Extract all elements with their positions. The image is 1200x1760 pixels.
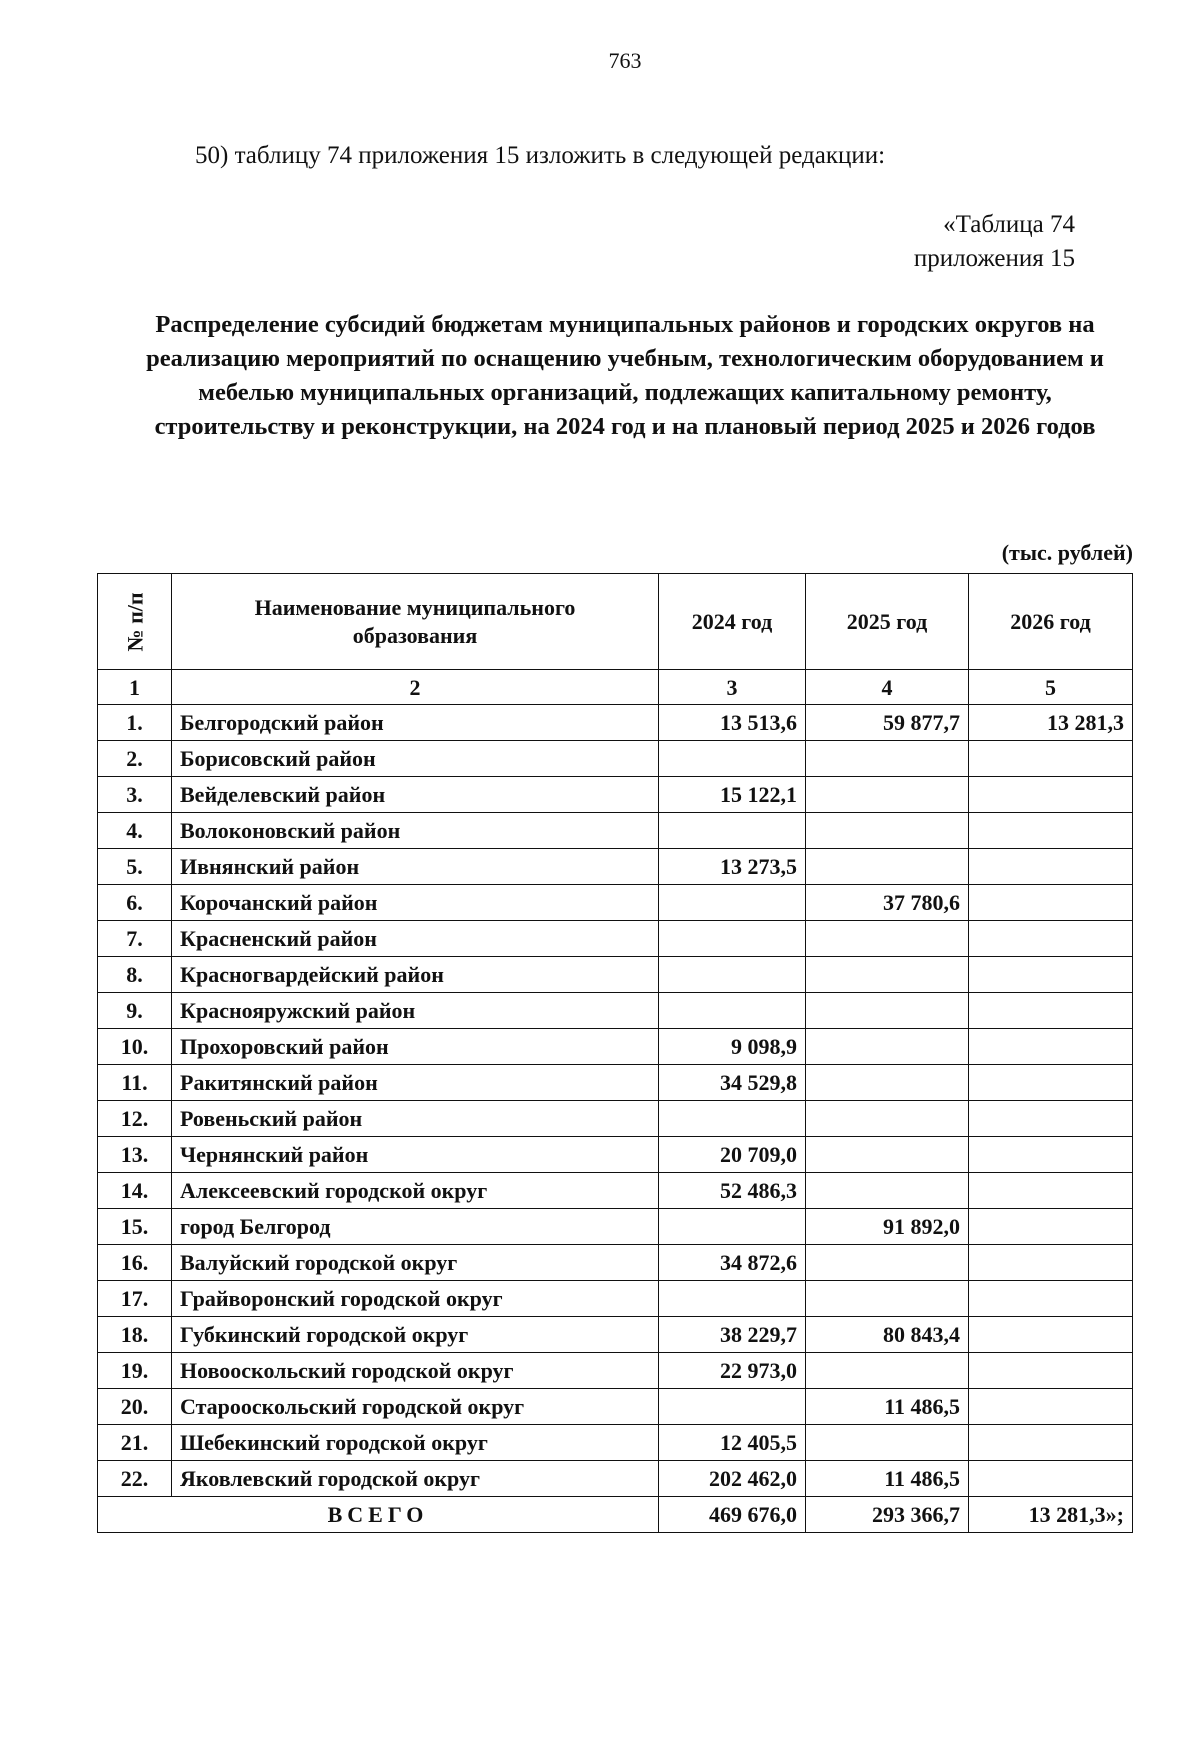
units-label: (тыс. рублей) [1001,540,1133,565]
column-index: 5 [969,670,1133,705]
value-2025: 91 892,0 [806,1209,969,1245]
value-2025: 80 843,4 [806,1317,969,1353]
value-2024 [659,1389,806,1425]
value-2024: 38 229,7 [659,1317,806,1353]
document-title: Распределение субсидий бюджетам муниципальных районов и городских округов на реализацию мероприятий по оснащению учебным, технологическим оборудованием и мебелью муниципальных организаций, подлежащих капитальному ремонту, строительству и реконструкции, на 2024 год и на плановый период 2025 и 2026 годов [146,311,1104,440]
row-number: 9. [98,993,172,1029]
value-2025 [806,849,969,885]
row-number: 20. [98,1389,172,1425]
row-number: 6. [98,885,172,921]
table-row [98,1461,1133,1497]
row-number: 15. [98,1209,172,1245]
municipality-name: Ровеньский район [172,1101,659,1137]
header-2026: 2026 год [969,574,1133,670]
value-2024 [659,741,806,777]
value-2025: 11 486,5 [806,1389,969,1425]
column-index: 3 [659,670,806,705]
value-2026 [969,1137,1133,1173]
value-2024: 13 273,5 [659,849,806,885]
municipality-name: Новооскольский городской округ [172,1353,659,1389]
table-row [98,1209,1133,1245]
row-number: 13. [98,1137,172,1173]
table-row [98,705,1133,741]
municipality-name: Борисовский район [172,741,659,777]
municipality-name: Старооскольский городской округ [172,1389,659,1425]
value-2024 [659,1101,806,1137]
column-index-row [98,670,1133,705]
table-row [98,1173,1133,1209]
total-row [98,1497,1133,1533]
table-row [98,1317,1133,1353]
row-number: 22. [98,1461,172,1497]
table-row [98,993,1133,1029]
value-2024 [659,813,806,849]
value-2025 [806,1281,969,1317]
value-2024: 12 405,5 [659,1425,806,1461]
value-2025 [806,777,969,813]
row-number: 16. [98,1245,172,1281]
total-2026: 13 281,3»; [969,1497,1133,1533]
value-2026 [969,1101,1133,1137]
value-2025: 59 877,7 [806,705,969,741]
value-2026 [969,993,1133,1029]
table-row [98,813,1133,849]
value-2026 [969,777,1133,813]
row-number: 7. [98,921,172,957]
value-2026 [969,957,1133,993]
value-2025 [806,1173,969,1209]
table-row [98,741,1133,777]
table-reference-line-1: «Таблица 74 [943,211,1075,238]
value-2026 [969,1029,1133,1065]
table-row [98,1389,1133,1425]
municipality-name: Ивнянский район [172,849,659,885]
value-2024 [659,1209,806,1245]
table-row [98,1065,1133,1101]
value-2024: 34 529,8 [659,1065,806,1101]
value-2026 [969,885,1133,921]
value-2025 [806,1029,969,1065]
row-number: 12. [98,1101,172,1137]
value-2026 [969,921,1133,957]
municipality-name: Шебекинский городской округ [172,1425,659,1461]
row-number: 11. [98,1065,172,1101]
table-reference-line-2: приложения 15 [913,245,1075,272]
value-2026 [969,1353,1133,1389]
value-2026 [969,741,1133,777]
table-row [98,1281,1133,1317]
value-2025: 11 486,5 [806,1461,969,1497]
value-2026 [969,1389,1133,1425]
row-number: 21. [98,1425,172,1461]
table-row [98,1137,1133,1173]
value-2025 [806,993,969,1029]
row-number: 10. [98,1029,172,1065]
row-number: 8. [98,957,172,993]
table-header-row [98,574,1133,670]
table-row [98,1425,1133,1461]
column-index: 4 [806,670,969,705]
header-2025: 2025 год [806,574,969,670]
intro-paragraph: 50) таблицу 74 приложения 15 изложить в следующей редакции: [195,142,886,169]
value-2024 [659,885,806,921]
header-number: № п/п [98,574,172,670]
table-row [98,1101,1133,1137]
value-2024: 34 872,6 [659,1245,806,1281]
municipality-name: Белгородский район [172,705,659,741]
value-2025 [806,741,969,777]
value-2024: 22 973,0 [659,1353,806,1389]
municipality-name: Чернянский район [172,1137,659,1173]
municipality-name: Волоконовский район [172,813,659,849]
value-2025 [806,1137,969,1173]
table-row [98,1029,1133,1065]
value-2026 [969,849,1133,885]
column-index: 1 [98,670,172,705]
subsidy-table [97,573,1133,1533]
value-2024 [659,921,806,957]
value-2024: 52 486,3 [659,1173,806,1209]
municipality-name: Алексеевский городской округ [172,1173,659,1209]
total-label: ВСЕГО [98,1497,659,1533]
municipality-name: Красненский район [172,921,659,957]
row-number: 4. [98,813,172,849]
table-row [98,957,1133,993]
table-row [98,1245,1133,1281]
value-2026 [969,1317,1133,1353]
column-index: 2 [172,670,659,705]
municipality-name: Красногвардейский район [172,957,659,993]
value-2025 [806,1245,969,1281]
value-2024 [659,1281,806,1317]
row-number: 3. [98,777,172,813]
row-number: 19. [98,1353,172,1389]
table-row [98,921,1133,957]
row-number: 17. [98,1281,172,1317]
municipality-name: Прохоровский район [172,1029,659,1065]
row-number: 1. [98,705,172,741]
header-2024: 2024 год [659,574,806,670]
value-2026 [969,1209,1133,1245]
municipality-name: Губкинский городской округ [172,1317,659,1353]
table-row [98,1353,1133,1389]
header-name: Наименование муниципального образования [172,574,659,670]
row-number: 5. [98,849,172,885]
value-2026: 13 281,3 [969,705,1133,741]
municipality-name: Краснояружский район [172,993,659,1029]
municipality-name: Вейделевский район [172,777,659,813]
value-2026 [969,813,1133,849]
value-2026 [969,1425,1133,1461]
municipality-name: Ракитянский район [172,1065,659,1101]
value-2024: 15 122,1 [659,777,806,813]
table-reference [914,208,1075,276]
value-2024: 202 462,0 [659,1461,806,1497]
value-2025 [806,813,969,849]
value-2026 [969,1173,1133,1209]
row-number: 18. [98,1317,172,1353]
municipality-name: Валуйский городской округ [172,1245,659,1281]
value-2024: 13 513,6 [659,705,806,741]
value-2025: 37 780,6 [806,885,969,921]
value-2025 [806,921,969,957]
value-2025 [806,1425,969,1461]
value-2026 [969,1281,1133,1317]
row-number: 14. [98,1173,172,1209]
row-number: 2. [98,741,172,777]
table-row [98,849,1133,885]
value-2025 [806,957,969,993]
municipality-name: Яковлевский городской округ [172,1461,659,1497]
total-2024: 469 676,0 [659,1497,806,1533]
value-2026 [969,1245,1133,1281]
value-2025 [806,1353,969,1389]
value-2024 [659,993,806,1029]
value-2025 [806,1065,969,1101]
table-row [98,885,1133,921]
value-2026 [969,1065,1133,1101]
table-row [98,777,1133,813]
municipality-name: город Белгород [172,1209,659,1245]
total-2025: 293 366,7 [806,1497,969,1533]
value-2024: 9 098,9 [659,1029,806,1065]
value-2025 [806,1101,969,1137]
value-2024: 20 709,0 [659,1137,806,1173]
value-2026 [969,1461,1133,1497]
page-number: 763 [608,48,642,73]
municipality-name: Корочанский район [172,885,659,921]
value-2024 [659,957,806,993]
municipality-name: Грайворонский городской округ [172,1281,659,1317]
